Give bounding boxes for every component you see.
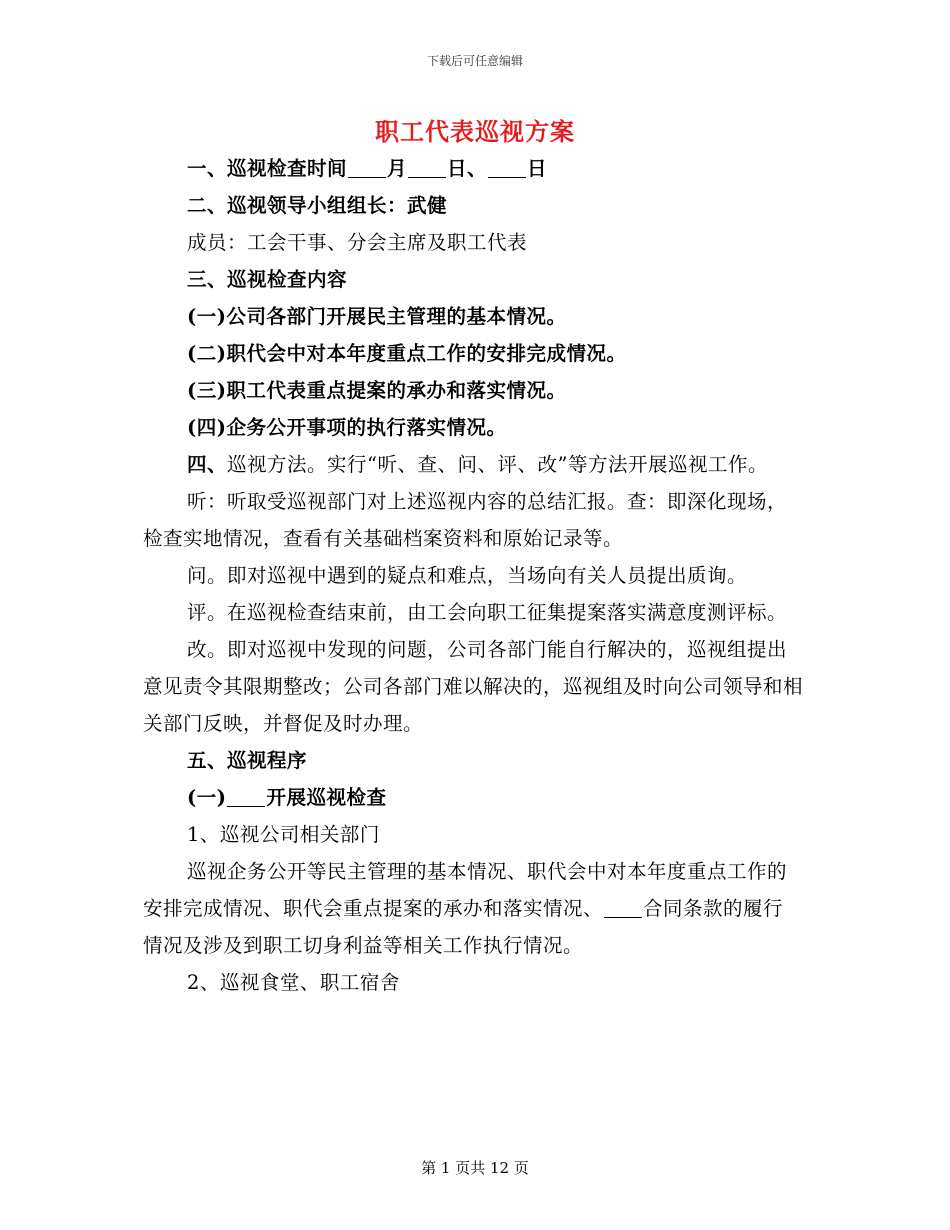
section-5-item-2: 2、巡视食堂、职工宿舍 [187,971,400,994]
sub-1-suffix: 开展巡视检查 [266,786,387,809]
section-3-heading: 三、巡视检查内容 [187,268,348,291]
section-4-number: 四、 [187,453,228,476]
blank-line [604,898,642,919]
section-1-prefix: 一、巡视检查时间 [187,157,348,180]
section-1-time [143,150,803,187]
month-label: 月 [387,157,408,180]
section-3-item: (一)公司各部门开展民主管理的基本情况。 [187,305,567,328]
item-1-desc-b: 合同条款的履行情况及涉及到职工切身利益等相关工作执行情况。 [143,897,784,957]
method-correct: 改。即对巡视中发现的问题，公司各部门能自行解决的，巡视组提出意见责令其限期整改；公司各部门难以解决的，巡视组及时向公司领导和相关部门反映，并督促及时办理。 [143,638,804,735]
day-label: 日 [527,157,548,180]
section-3-item: (二)职代会中对本年度重点工作的安排完成情况。 [187,342,627,365]
section-4-text: 巡视方法。实行“听、查、问、评、改”等方法开展巡视工作。 [227,453,768,476]
blank-line [227,787,265,808]
header-note: 下载后可任意编辑 [426,54,523,68]
page-footer: 第 1 页共 12 页 [421,1159,529,1177]
blank-line [408,158,446,179]
section-3-item: (四)企务公开事项的执行落实情况。 [187,416,507,439]
method-listen-check: 听：听取受巡视部门对上述巡视内容的总结汇报。查：即深化现场，检查实地情况，查看有关基础档案资料和原始记录等。 [143,490,788,550]
section-2-members: 成员：工会干事、分会主席及职工代表 [187,231,528,254]
section-3-item: (三)职工代表重点提案的承办和落实情况。 [187,379,567,402]
section-4-heading [143,446,803,483]
section-5-sub-1 [143,779,803,816]
document-body [143,150,803,1001]
blank-line [488,158,526,179]
document-title: 职工代表巡视方案 [375,117,575,146]
section-2-heading: 二、巡视领导小组组长：武健 [187,194,448,217]
method-evaluate: 评。在巡视检查结束前，由工会向职工征集提案落实满意度测评标。 [187,601,788,624]
section-5-heading: 五、巡视程序 [187,749,308,772]
method-ask: 问。即对巡视中遇到的疑点和难点，当场向有关人员提出质询。 [187,564,748,587]
section-5-item-1-desc [143,853,803,964]
section-5-item-1: 1、巡视公司相关部门 [187,823,380,846]
day-separator: 日、 [447,157,488,180]
item-1-desc-a: 巡视企务公开等民主管理的基本情况、职代会中对本年度重点工作的安排完成情况、职代会重点提案的承办和落实情况、 [143,860,788,920]
sub-1-prefix: (一) [187,786,227,809]
blank-line [348,158,386,179]
